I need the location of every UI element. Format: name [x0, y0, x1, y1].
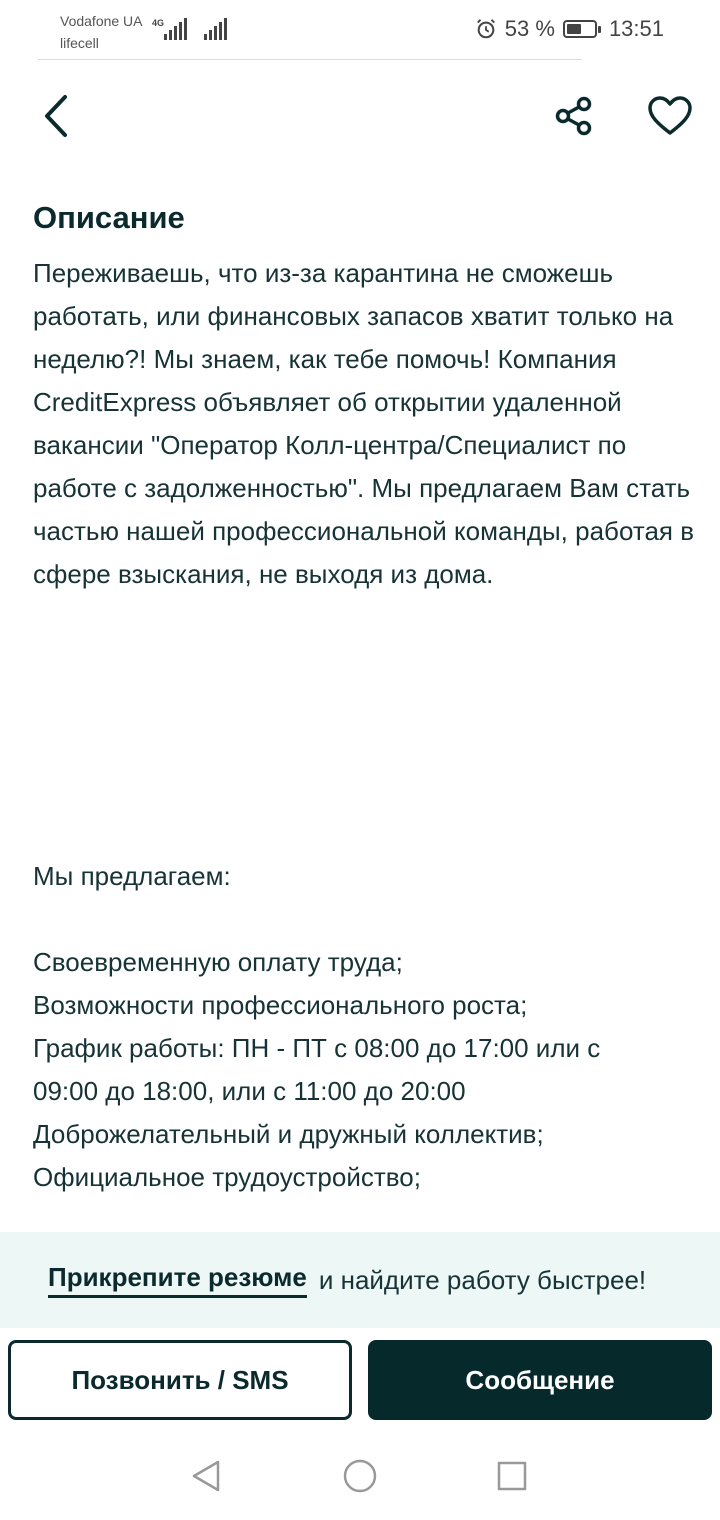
nav-home-icon [342, 1458, 378, 1494]
network-type: 4G [152, 18, 165, 28]
offer-title: Мы предлагаем: [33, 861, 231, 891]
offer-list [33, 941, 713, 1199]
share-icon [553, 95, 595, 137]
battery-icon [563, 20, 597, 38]
nav-back-icon [190, 1459, 222, 1493]
description-text: Переживаешь, что из-за карантина не сможешь работать, или финансовых запасов хватит только на неделю?! Мы знаем, как тебе помочь! Компания CreditExpress объявляет об открытии удаленной вакансии "Оператор Колл-центра/Специалист по работе с задолженностью". Мы предлагаем Вам стать частью нашей профессиональной команды, работая в сфере взыскания, не выходя из дома. [33, 258, 695, 589]
signal-icon [164, 18, 187, 40]
favorite-button[interactable] [644, 90, 696, 142]
nav-home-button[interactable] [336, 1452, 384, 1500]
offer-item: Своевременную оплату труда; [33, 947, 403, 977]
offer-item: Доброжелательный и дружный коллектив; [33, 1119, 544, 1149]
battery-fill [567, 24, 581, 34]
back-button[interactable] [30, 90, 82, 142]
resume-banner-text: и найдите работу быстрее! [318, 1264, 647, 1295]
back-icon [41, 94, 71, 138]
share-button[interactable] [548, 90, 600, 142]
offer-item: Официальное трудоустройство; [33, 1162, 421, 1192]
offer-item: График работы: ПН - ПТ с 08:00 до 17:00 или с 09:00 до 18:00, или с 11:00 до 20:00 [33, 1033, 601, 1106]
message-button[interactable]: Сообщение [368, 1340, 712, 1420]
battery-percent: 53 % [504, 16, 555, 41]
resume-banner [0, 1232, 720, 1328]
status-bar [0, 0, 720, 60]
nav-recents-button[interactable] [488, 1452, 536, 1500]
call-sms-button[interactable]: Позвонить / SMS [8, 1340, 352, 1420]
alarm-icon [475, 18, 497, 40]
clock: 13:51 [608, 16, 664, 41]
nav-back-button[interactable] [182, 1452, 230, 1500]
attach-resume-link[interactable]: Прикрепите резюме [48, 1262, 307, 1298]
description-title: Описание [33, 200, 185, 235]
carrier-name-2: lifecell [60, 35, 99, 51]
carrier-info [60, 10, 143, 54]
favorite-heart-icon [647, 95, 693, 137]
status-divider [38, 59, 582, 60]
offer-item: Возможности профессионального роста; [33, 990, 528, 1020]
carrier-name-1: Vodafone UA [60, 13, 143, 29]
nav-recents-icon [496, 1460, 528, 1492]
signal-icon-2 [204, 18, 227, 40]
status-right [475, 16, 664, 42]
